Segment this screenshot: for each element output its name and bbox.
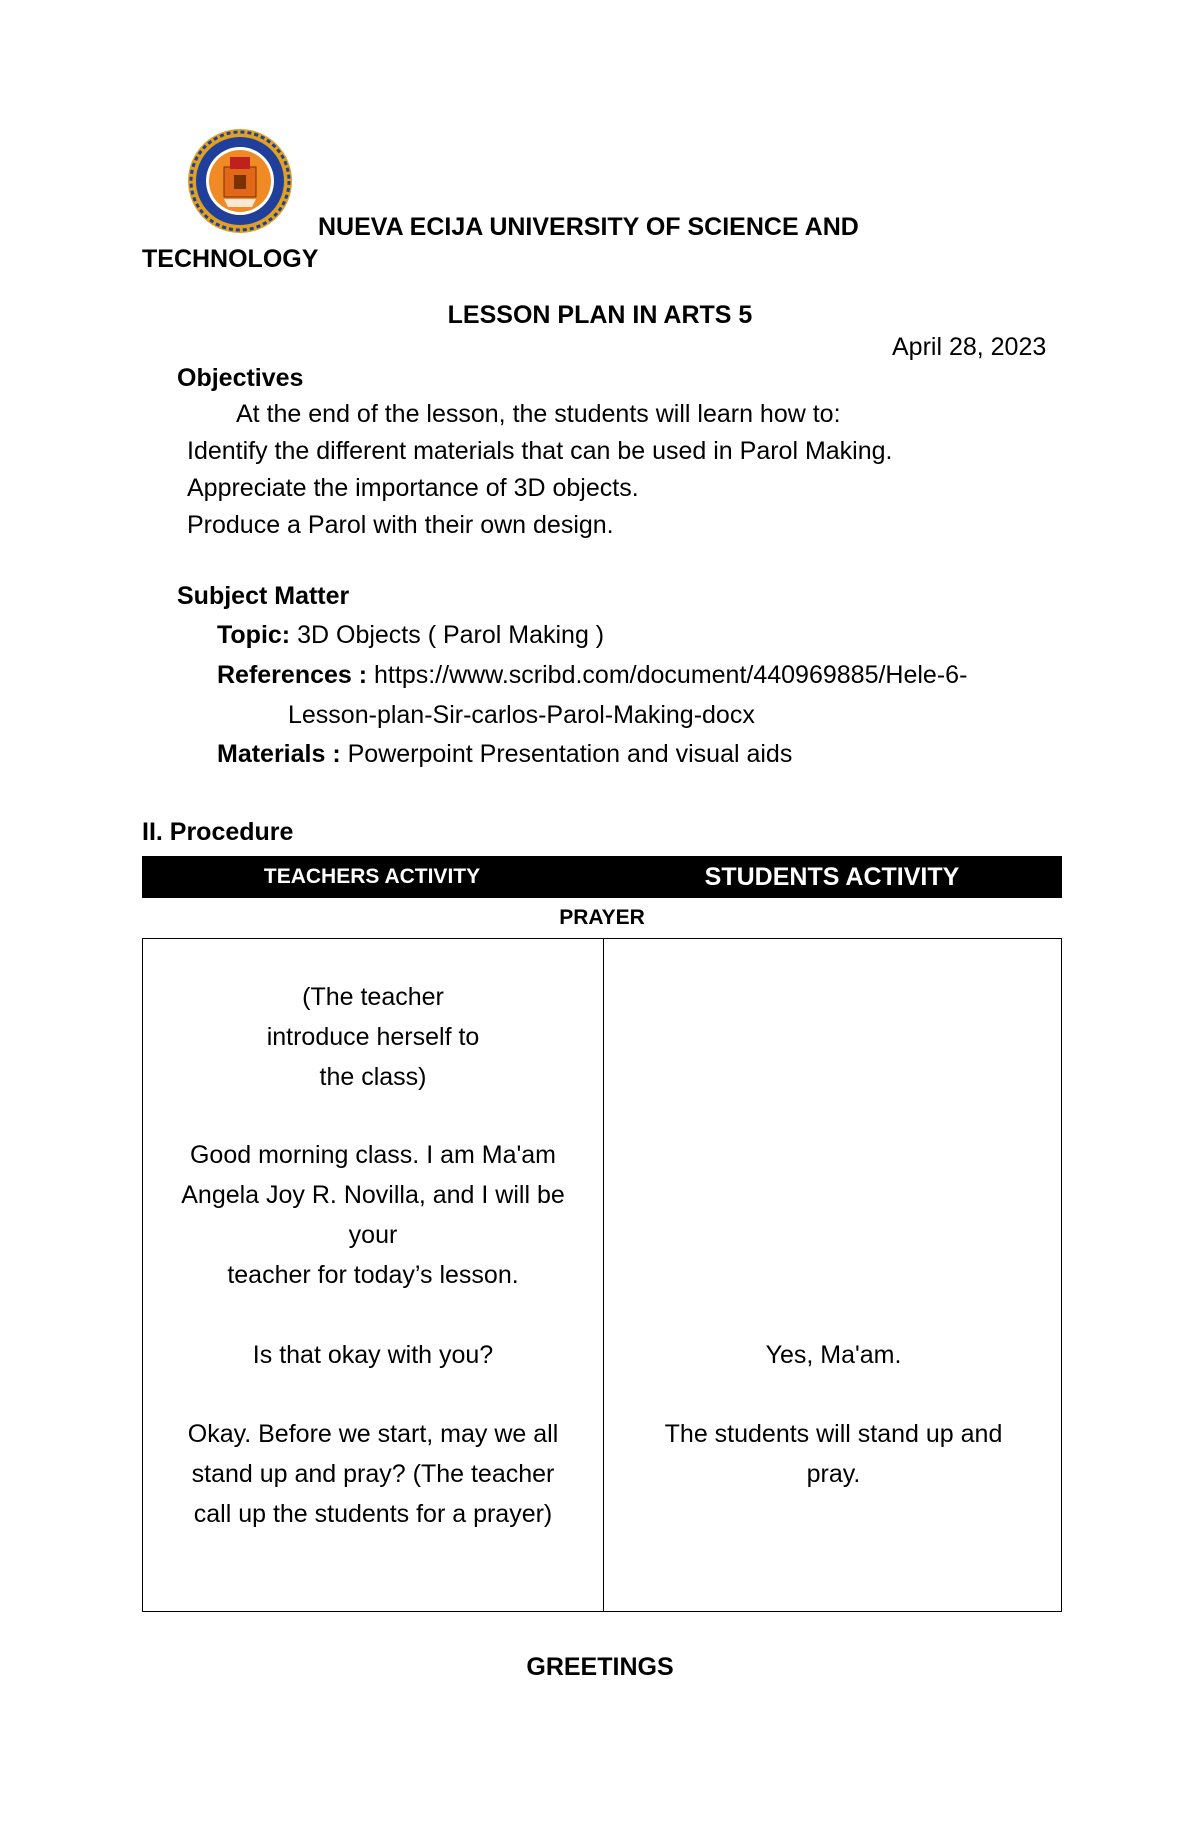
teacher-intro-line: introduce herself to — [266, 1023, 480, 1051]
objectives-heading: Objectives — [177, 364, 304, 392]
teacher-prayer-line: call up the students for a prayer) — [193, 1500, 553, 1528]
procedure-heading: II. Procedure — [142, 818, 294, 846]
prayer-label: PRAYER — [559, 906, 645, 929]
references-line — [217, 660, 967, 690]
topic-label: Topic: — [217, 621, 291, 649]
teacher-greeting-line: Angela Joy R. Novilla, and I will be — [181, 1181, 565, 1209]
references-value: https://www.scribd.com/document/440969885/Hele-6- — [374, 661, 968, 689]
student-answer: Yes, Ma'am. — [765, 1341, 902, 1369]
materials-value: Powerpoint Presentation and visual aids — [347, 740, 793, 768]
university-seal-icon — [186, 127, 294, 235]
teacher-intro-line: the class) — [319, 1063, 427, 1091]
teacher-question: Is that okay with you? — [252, 1341, 494, 1369]
objective-item: Identify the different materials that can be used in Parol Making. — [187, 437, 893, 465]
institution-name-line2: TECHNOLOGY — [142, 245, 319, 273]
objective-item: Appreciate the importance of 3D objects. — [187, 474, 639, 502]
objectives-intro: At the end of the lesson, the students will learn how to: — [236, 400, 841, 428]
column-divider — [603, 939, 604, 1611]
procedure-table-header — [142, 856, 1062, 898]
greetings-label: GREETINGS — [526, 1653, 674, 1681]
students-activity-header: STUDENTS ACTIVITY — [704, 862, 960, 891]
institution-name-line1: NUEVA ECIJA UNIVERSITY OF SCIENCE AND — [318, 213, 859, 241]
lesson-date: April 28, 2023 — [892, 333, 1047, 361]
teacher-prayer-line: stand up and pray? (The teacher — [191, 1460, 555, 1488]
topic-value: 3D Objects ( Parol Making ) — [297, 621, 605, 649]
materials-line — [217, 739, 792, 769]
teacher-intro-line: (The teacher — [302, 983, 444, 1011]
teacher-greeting-line: Good morning class. I am Ma'am — [189, 1141, 556, 1169]
materials-label: Materials : — [217, 740, 341, 768]
teacher-prayer-line: Okay. Before we start, may we all — [187, 1420, 559, 1448]
subject-matter-heading: Subject Matter — [177, 582, 350, 610]
lesson-title: LESSON PLAN IN ARTS 5 — [447, 301, 753, 329]
student-prayer-line: The students will stand up and — [664, 1420, 1003, 1448]
procedure-table-body — [142, 938, 1062, 1612]
references-value-continued: Lesson-plan-Sir-carlos-Parol-Making-docx — [288, 701, 755, 729]
teacher-greeting-line: teacher for today’s lesson. — [227, 1261, 519, 1289]
teacher-greeting-line: your — [348, 1221, 398, 1249]
topic-line — [217, 620, 604, 650]
teachers-activity-header: TEACHERS ACTIVITY — [263, 865, 481, 888]
student-prayer-line: pray. — [806, 1460, 861, 1488]
objective-item: Produce a Parol with their own design. — [187, 511, 614, 539]
references-label: References : — [217, 661, 368, 689]
